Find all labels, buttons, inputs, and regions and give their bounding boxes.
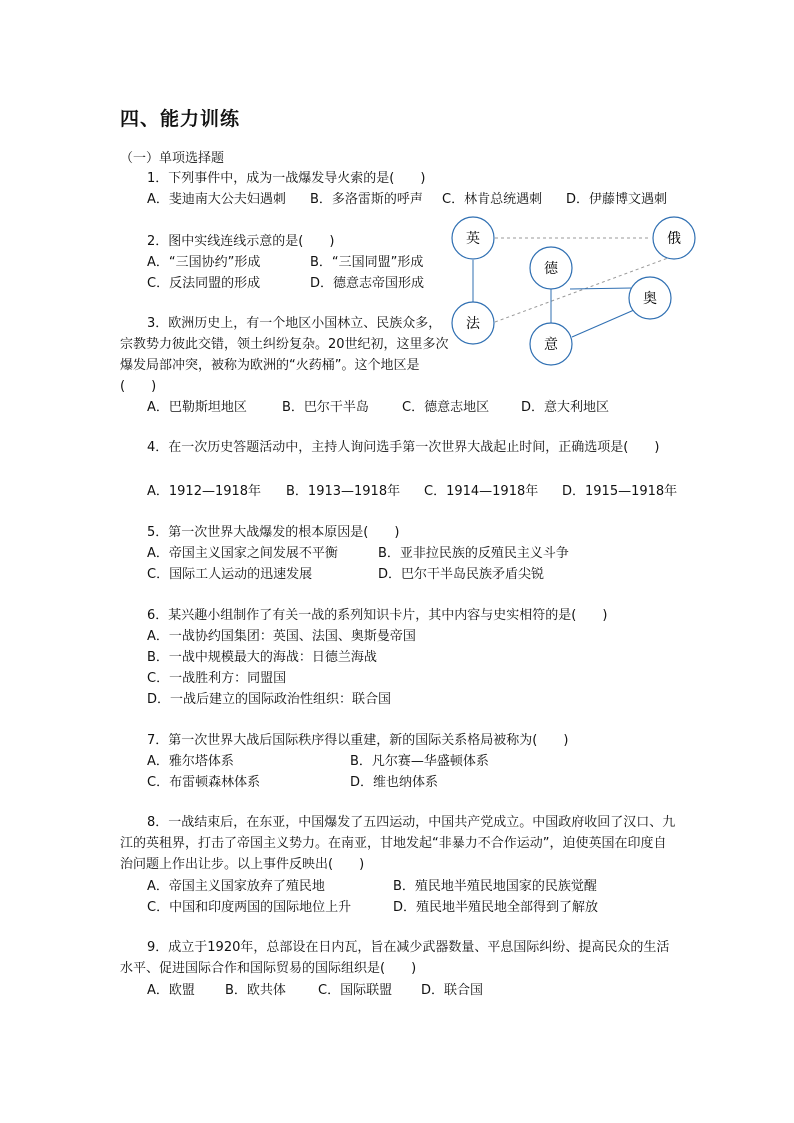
q3-option-d[interactable]: D．意大利地区 bbox=[521, 400, 610, 415]
q5-option-a[interactable]: A．帝国主义国家之间发展不平衡 bbox=[147, 546, 338, 561]
alliance-diagram bbox=[440, 210, 710, 370]
question-1-stem: 1．下列事件中，成为一战爆发导火索的是( ) bbox=[147, 171, 426, 186]
q8-option-b[interactable]: B．殖民地半殖民地国家的民族觉醒 bbox=[393, 879, 597, 894]
node-fa bbox=[452, 302, 494, 344]
question-5-stem: 5．第一次世界大战爆发的根本原因是( ) bbox=[147, 525, 400, 540]
svg-text:俄: 俄 bbox=[667, 231, 681, 247]
q4-option-b[interactable]: B．1913—1918年 bbox=[286, 484, 401, 499]
q2-option-a[interactable]: A．“三国协约”形成 bbox=[147, 255, 261, 270]
q9-option-d[interactable]: D．联合国 bbox=[421, 983, 484, 998]
q2-option-c[interactable]: C．反法同盟的形成 bbox=[147, 276, 261, 291]
q8-option-d[interactable]: D．殖民地半殖民地全部得到了解放 bbox=[393, 900, 599, 915]
q5-option-b[interactable]: B．亚非拉民族的反殖民主义斗争 bbox=[378, 546, 569, 561]
svg-text:奥: 奥 bbox=[643, 291, 657, 307]
q4-option-a[interactable]: A．1912—1918年 bbox=[147, 484, 262, 499]
q4-option-d[interactable]: D．1915—1918年 bbox=[562, 484, 678, 499]
solid-line-yi-ao bbox=[572, 310, 634, 337]
q5-option-c[interactable]: C．国际工人运动的迅速发展 bbox=[147, 567, 313, 582]
q3-option-a[interactable]: A．巴勒斯坦地区 bbox=[147, 400, 247, 415]
q2-option-b[interactable]: B．“三国同盟”形成 bbox=[310, 255, 424, 270]
node-de bbox=[530, 247, 572, 289]
q4-option-c[interactable]: C．1914—1918年 bbox=[424, 484, 539, 499]
q1-option-b[interactable]: B．多洛雷斯的呼声 bbox=[310, 192, 423, 207]
node-yi bbox=[530, 323, 572, 365]
question-9-stem: 9．成立于1920年，总部设在日内瓦，旨在减少武器数量、平息国际纠纷、提高民众的生活水平、促进国际合作和国际贸易的国际组织是( ) bbox=[120, 940, 670, 976]
q3-option-b[interactable]: B．巴尔干半岛 bbox=[282, 400, 369, 415]
q5-option-d[interactable]: D．巴尔干半岛民族矛盾尖锐 bbox=[378, 567, 545, 582]
subsection-title: （一）单项选择题 bbox=[120, 151, 225, 166]
node-ying bbox=[452, 217, 494, 259]
question-7-stem: 7．第一次世界大战后国际秩序得以重建，新的国际关系格局被称为( ) bbox=[147, 733, 569, 748]
question-6-stem: 6．某兴趣小组制作了有关一战的系列知识卡片，其中内容与史实相符的是( ) bbox=[147, 608, 608, 623]
question-2-stem: 2．图中实线连线示意的是( ) bbox=[147, 234, 335, 249]
q6-option-c[interactable]: C．一战胜利方：同盟国 bbox=[147, 671, 287, 686]
q8-option-c[interactable]: C．中国和印度两国的国际地位上升 bbox=[147, 900, 352, 915]
q1-option-a[interactable]: A．斐迪南大公夫妇遇刺 bbox=[147, 192, 286, 207]
q3-option-c[interactable]: C．德意志地区 bbox=[402, 400, 490, 415]
q9-option-c[interactable]: C．国际联盟 bbox=[318, 983, 393, 998]
q8-option-a[interactable]: A．帝国主义国家放弃了殖民地 bbox=[147, 879, 325, 894]
q1-option-c[interactable]: C．林肯总统遇刺 bbox=[442, 192, 543, 207]
solid-line-de-ao bbox=[570, 288, 632, 289]
q6-option-d[interactable]: D．一战后建立的国际政治性组织：联合国 bbox=[147, 692, 392, 707]
question-8-stem: 8．一战结束后，在东亚，中国爆发了五四运动，中国共产党成立。中国政府收回了汉口、九江的英租界，打击了帝国主义势力。在南亚，甘地发起“非暴力不合作运动”，迫使英国在印度自治问题上作出让步。以上事件反映出( ) bbox=[120, 815, 676, 872]
q7-option-c[interactable]: C．布雷顿森林体系 bbox=[147, 775, 261, 790]
section-heading: 四、能力训练 bbox=[120, 108, 241, 130]
q6-option-a[interactable]: A．一战协约国集团：英国、法国、奥斯曼帝国 bbox=[147, 629, 416, 644]
svg-text:法: 法 bbox=[466, 316, 480, 332]
q7-option-d[interactable]: D．维也纳体系 bbox=[350, 775, 439, 790]
q9-option-b[interactable]: B．欧共体 bbox=[225, 983, 286, 998]
svg-text:德: 德 bbox=[544, 261, 558, 277]
question-4-stem: 4．在一次历史答题活动中，主持人询问选手第一次世界大战起止时间，正确选项是( ) bbox=[147, 440, 660, 455]
question-3-stem: 3．欧洲历史上，有一个地区小国林立、民族众多，宗教势力彼此交错，领土纠纷复杂。20世纪初，这里多次爆发局部冲突，被称为欧洲的“火药桶”。这个地区是( ) bbox=[120, 316, 449, 394]
svg-text:英: 英 bbox=[466, 231, 480, 247]
q6-option-b[interactable]: B．一战中规模最大的海战：日德兰海战 bbox=[147, 650, 377, 665]
q7-option-a[interactable]: A．雅尔塔体系 bbox=[147, 754, 234, 769]
svg-text:意: 意 bbox=[544, 337, 558, 353]
q7-option-b[interactable]: B．凡尔赛—华盛顿体系 bbox=[350, 754, 489, 769]
node-e bbox=[653, 217, 695, 259]
q1-option-d[interactable]: D．伊藤博文遇刺 bbox=[566, 192, 668, 207]
q9-option-a[interactable]: A．欧盟 bbox=[147, 983, 195, 998]
q2-option-d[interactable]: D．德意志帝国形成 bbox=[310, 276, 425, 291]
node-ao bbox=[629, 277, 671, 319]
